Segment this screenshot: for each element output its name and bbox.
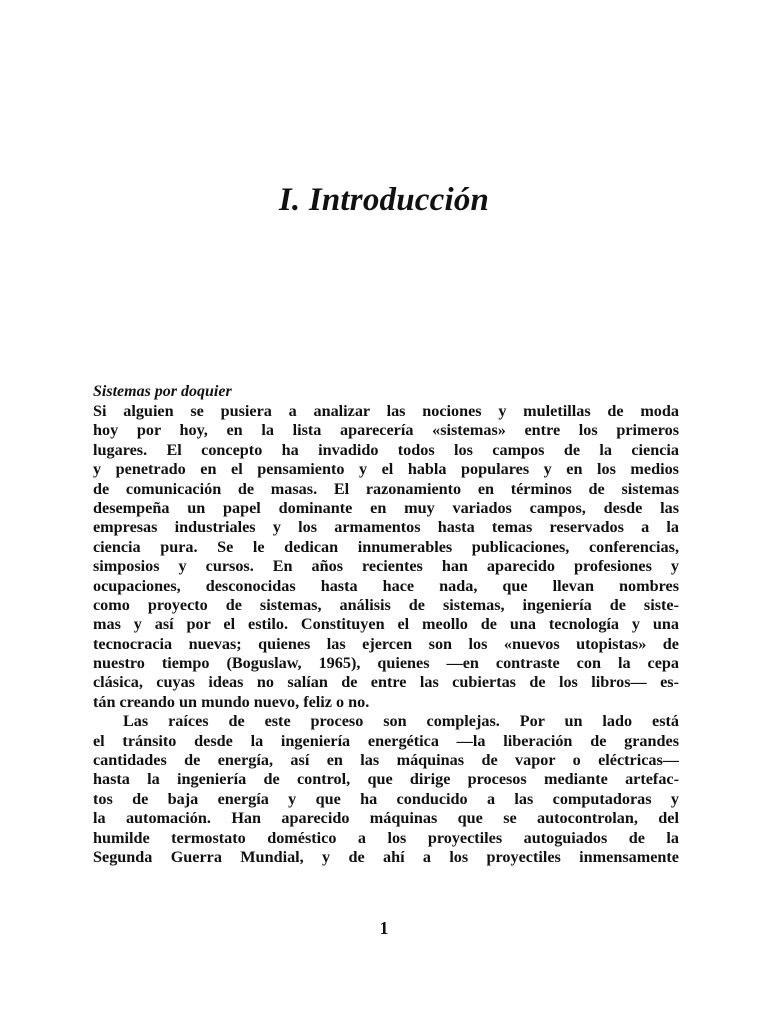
text-line: humilde termostato doméstico a los proyectiles autoguiados de la bbox=[93, 828, 679, 847]
text-line: como proyecto de sistemas, análisis de sistemas, ingeniería de siste- bbox=[93, 595, 679, 614]
text-line: Si alguien se pusiera a analizar las nociones y muletillas de moda bbox=[93, 402, 679, 420]
text-line: hasta la ingeniería de control, que dirige procesos mediante artefac- bbox=[93, 770, 679, 789]
text-line: Las raíces de este proceso son complejas. Por un lado está bbox=[123, 712, 679, 731]
text-line: empresas industriales y los armamentos hasta temas reservados a la bbox=[93, 518, 679, 537]
section-heading: Sistemas por doquier bbox=[93, 383, 232, 400]
text-line: nuestro tiempo (Boguslaw, 1965), quienes —en contraste con la cepa bbox=[93, 654, 679, 673]
text-line: lugares. El concepto ha invadido todos los campos de la ciencia bbox=[93, 440, 679, 459]
text-line: de comunicación de masas. El razonamiento en términos de sistemas bbox=[93, 479, 679, 498]
text-line: Segunda Guerra Mundial, y de ahí a los proyectiles inmensamente bbox=[93, 847, 679, 866]
text-line: mas y así por el estilo. Constituyen el meollo de una tecnología y una bbox=[93, 615, 679, 634]
text-line: cantidades de energía, así en las máquinas de vapor o eléctricas— bbox=[93, 751, 679, 770]
text-line: clásica, cuyas ideas no salían de entre las cubiertas de los libros— es- bbox=[93, 673, 679, 692]
body-text bbox=[93, 402, 679, 867]
paragraph-1 bbox=[93, 402, 679, 712]
text-line: tos de baja energía y que ha conducido a las computadoras y bbox=[93, 789, 679, 808]
text-line: ciencia pura. Se le dedican innumerables publicaciones, conferencias, bbox=[93, 537, 679, 556]
text-line: simposios y cursos. En años recientes han aparecido profesiones y bbox=[93, 557, 679, 576]
text-line: y penetrado en el pensamiento y el habla populares y en los medios bbox=[93, 460, 679, 479]
text-line: hoy por hoy, en la lista aparecería «sistemas» entre los primeros bbox=[93, 421, 679, 440]
text-line: tán creando un mundo nuevo, feliz o no. bbox=[93, 692, 370, 711]
text-line: tecnocracia nuevas; quienes las ejercen son los «nuevos utopistas» de bbox=[93, 634, 679, 653]
text-line: ocupaciones, desconocidas hasta hace nada, que llevan nombres bbox=[93, 576, 679, 595]
chapter-title: I. Introducción bbox=[278, 182, 490, 218]
paragraph-2 bbox=[93, 712, 679, 867]
page-number: 1 bbox=[379, 918, 389, 938]
text-line: desempeña un papel dominante en muy variados campos, desde las bbox=[93, 498, 679, 517]
text-line: el tránsito desde la ingeniería energética —la liberación de grandes bbox=[93, 731, 679, 750]
text-line: la automación. Han aparecido máquinas que se autocontrolan, del bbox=[93, 809, 679, 828]
